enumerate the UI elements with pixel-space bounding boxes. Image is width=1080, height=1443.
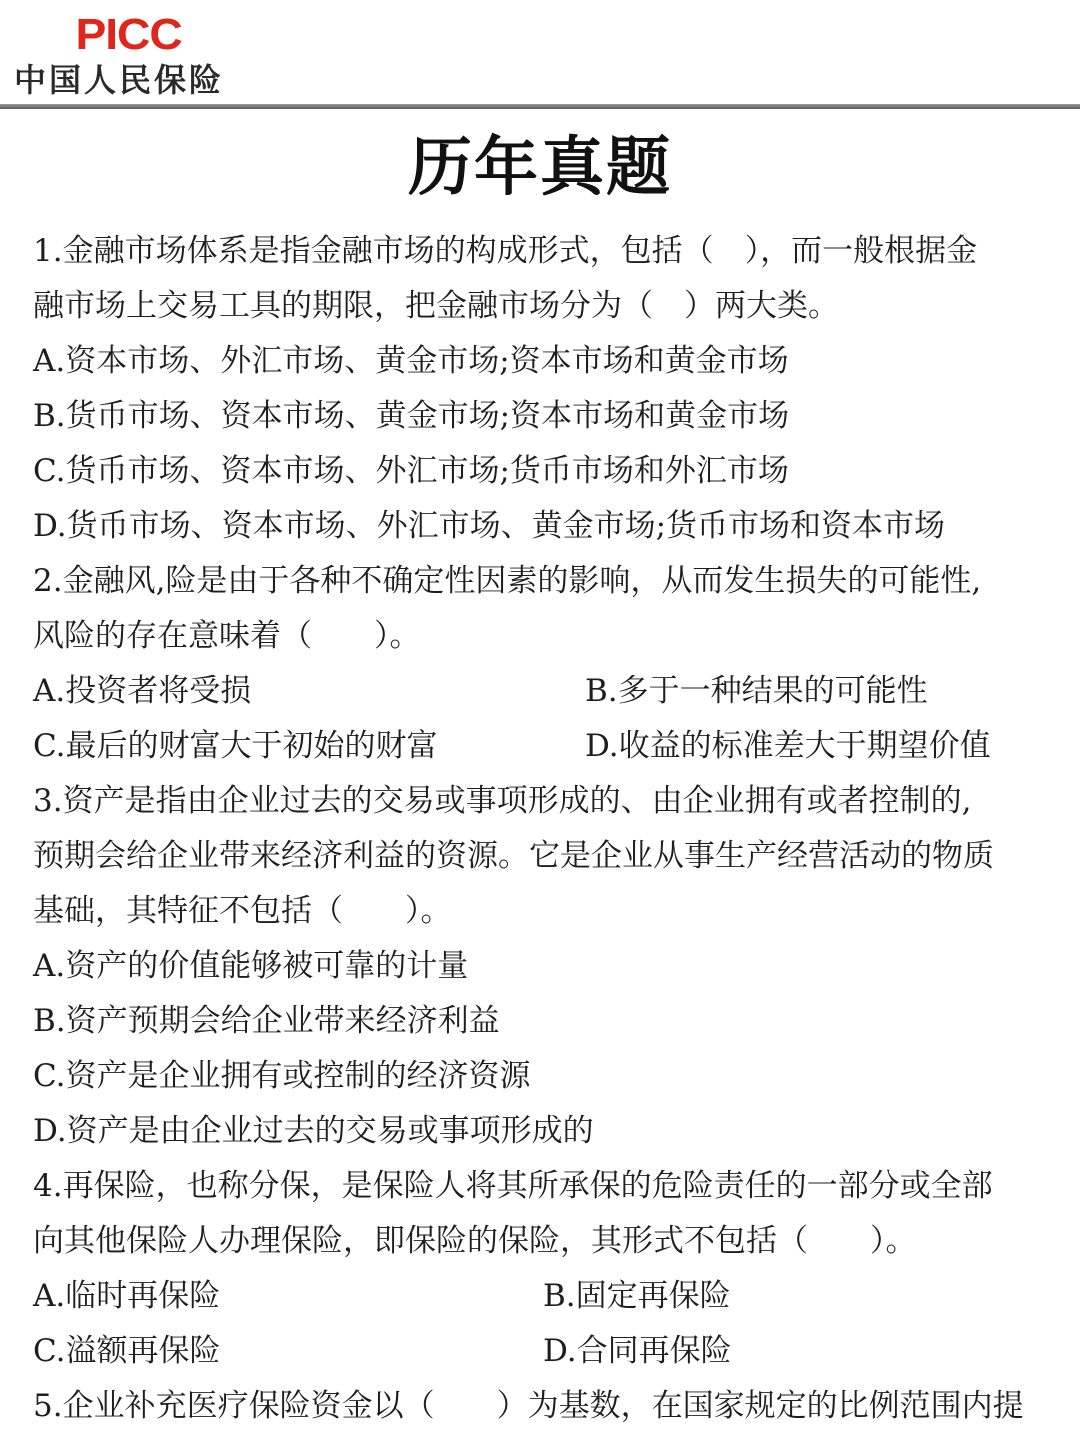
- option-a: A.资本市场、外汇市场、黄金市场;资本市场和黄金市场: [33, 343, 789, 379]
- question-text: 预期会给企业带来经济利益的资源。它是企业从事生产经营活动的物质: [33, 838, 994, 874]
- question-text: 基础，其特征不包括（ ）。: [33, 893, 452, 929]
- picc-logo: PICC: [75, 10, 182, 59]
- question-4: [33, 1159, 1053, 1379]
- option-a: A.资产的价值能够被可靠的计量: [33, 948, 469, 984]
- options-row: [33, 1324, 1053, 1379]
- option-b: B.货币市场、资本市场、黄金市场;资本市场和黄金市场: [33, 398, 790, 434]
- company-name: 中国人民保险: [14, 61, 225, 99]
- option-d: D.合同再保险: [543, 1333, 732, 1369]
- option-c: C.货币市场、资本市场、外汇市场;货币市场和外汇市场: [33, 453, 789, 489]
- options-row: [33, 664, 1053, 719]
- option-d: D.货币市场、资本市场、外汇市场、黄金市场;货币市场和资本市场: [33, 508, 946, 544]
- question-text: 风险的存在意味着（ ）。: [33, 618, 421, 654]
- header-divider: [0, 104, 1080, 109]
- option-b: B.资产预期会给企业带来经济利益: [33, 1003, 500, 1039]
- question-text: 4.再保险，也称分保，是保险人将其所承保的危险责任的一部分或全部: [33, 1168, 993, 1204]
- header: [0, 0, 1080, 110]
- page-title: 历年真题: [408, 130, 672, 205]
- question-1: [33, 224, 1053, 554]
- option-c: C.最后的财富大于初始的财富: [33, 728, 438, 764]
- option-d: D.资产是由企业过去的交易或事项形成的: [33, 1113, 594, 1149]
- option-c: C.溢额再保险: [33, 1333, 221, 1369]
- option-b: B.固定再保险: [543, 1278, 731, 1314]
- question-5: [33, 1379, 1053, 1434]
- option-a: A.临时再保险: [33, 1278, 221, 1314]
- option-a: A.投资者将受损: [33, 673, 252, 709]
- question-list: [33, 224, 1053, 1434]
- question-text: 向其他保险人办理保险，即保险的保险，其形式不包括（ ）。: [33, 1223, 917, 1259]
- options-row: [33, 1269, 1053, 1324]
- option-c: C.资产是企业拥有或控制的经济资源: [33, 1058, 531, 1094]
- question-text: 3.资产是指由企业过去的交易或事项形成的、由企业拥有或者控制的,: [33, 783, 972, 819]
- question-2: [33, 554, 1053, 774]
- question-text: 融市场上交易工具的期限，把金融市场分为（ ）两大类。: [33, 288, 839, 324]
- question-text: 1.金融市场体系是指金融市场的构成形式，包括（ ），而一般根据金: [33, 233, 978, 269]
- option-d: D.收益的标准差大于期望价值: [585, 728, 991, 764]
- question-text: 2.金融风,险是由于各种不确定性因素的影响，从而发生损失的可能性,: [33, 563, 982, 599]
- option-b: B.多于一种结果的可能性: [585, 673, 928, 709]
- options-row: [33, 719, 1053, 774]
- question-text: 5.企业补充医疗保险资金以（ ）为基数，在国家规定的比例范围内提: [33, 1388, 1024, 1424]
- question-3: [33, 774, 1053, 1159]
